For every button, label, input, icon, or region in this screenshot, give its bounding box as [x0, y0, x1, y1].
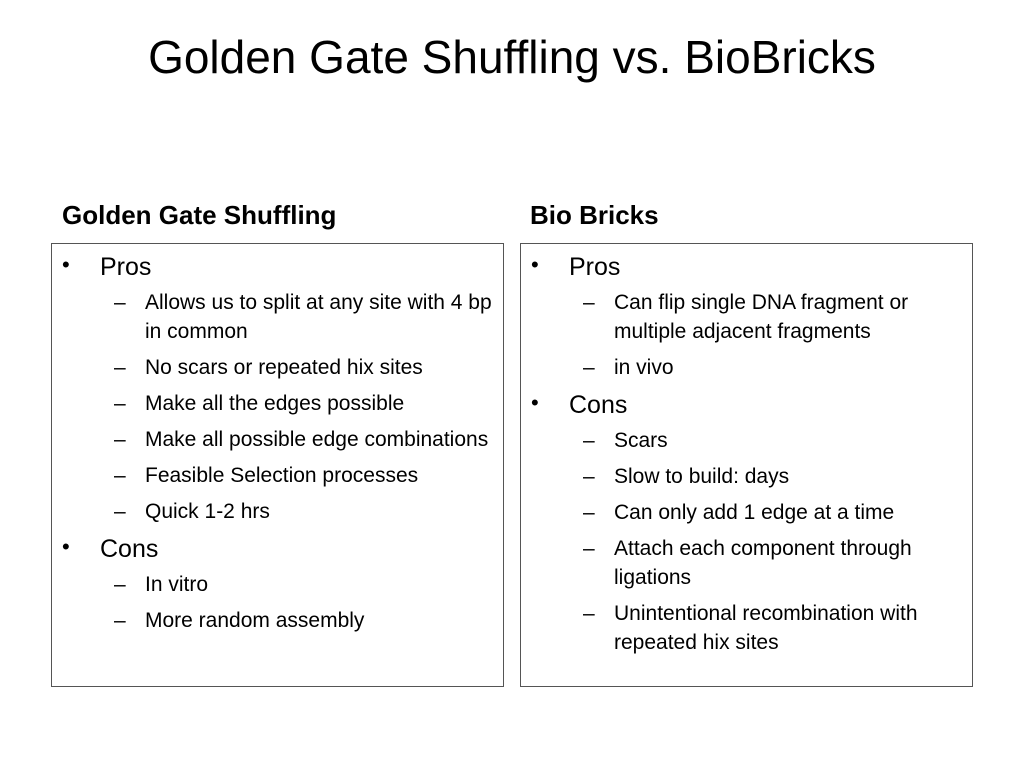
- bullet-icon: •: [62, 534, 70, 559]
- golden-gate-box: [51, 243, 504, 687]
- dash-icon: –: [114, 500, 126, 523]
- list-item: – Can only add 1 edge at a time: [521, 498, 962, 527]
- dash-icon: –: [114, 464, 126, 487]
- group-label: Cons: [100, 535, 159, 563]
- list-item: – No scars or repeated hix sites: [52, 353, 493, 382]
- list-item: – Make all the edges possible: [52, 389, 493, 418]
- dash-icon: –: [114, 392, 126, 415]
- list-item: – Unintentional recombination with repeated hix sites: [521, 599, 962, 657]
- dash-icon: –: [583, 602, 595, 625]
- dash-icon: –: [583, 356, 595, 379]
- dash-icon: –: [583, 465, 595, 488]
- dash-icon: –: [114, 573, 126, 596]
- cons-group: [52, 534, 493, 635]
- bullet-icon: •: [531, 252, 539, 277]
- pros-group: [52, 252, 493, 526]
- list-item: – Quick 1-2 hrs: [52, 497, 493, 526]
- group-label: Pros: [100, 253, 152, 281]
- list-item: – More random assembly: [52, 606, 493, 635]
- dash-icon: –: [583, 501, 595, 524]
- dash-icon: –: [114, 291, 126, 314]
- dash-icon: –: [583, 537, 595, 560]
- list-item: – Can flip single DNA fragment or multiple adjacent fragments: [521, 288, 962, 346]
- list-item: – Attach each component through ligations: [521, 534, 962, 592]
- list-item: – Allows us to split at any site with 4 bp in common: [52, 288, 493, 346]
- list-item: – in vivo: [521, 353, 962, 382]
- dash-icon: –: [583, 291, 595, 314]
- pros-group: [521, 252, 962, 382]
- dash-icon: –: [114, 428, 126, 451]
- list-item: – Feasible Selection processes: [52, 461, 493, 490]
- group-label: Cons: [569, 391, 628, 419]
- dash-icon: –: [114, 609, 126, 632]
- dash-icon: –: [583, 429, 595, 452]
- left-column-heading: Golden Gate Shuffling: [62, 200, 337, 230]
- slide-title: Golden Gate Shuffling vs. BioBricks: [148, 31, 876, 83]
- right-column-heading: Bio Bricks: [530, 200, 659, 230]
- bullet-icon: •: [531, 390, 539, 415]
- biobricks-box: [520, 243, 973, 687]
- list-item: – In vitro: [52, 570, 493, 599]
- dash-icon: –: [114, 356, 126, 379]
- bullet-icon: •: [62, 252, 70, 277]
- list-item: – Make all possible edge combinations: [52, 425, 493, 454]
- list-item: – Scars: [521, 426, 962, 455]
- cons-group: [521, 390, 962, 657]
- group-label: Pros: [569, 253, 621, 281]
- list-item: – Slow to build: days: [521, 462, 962, 491]
